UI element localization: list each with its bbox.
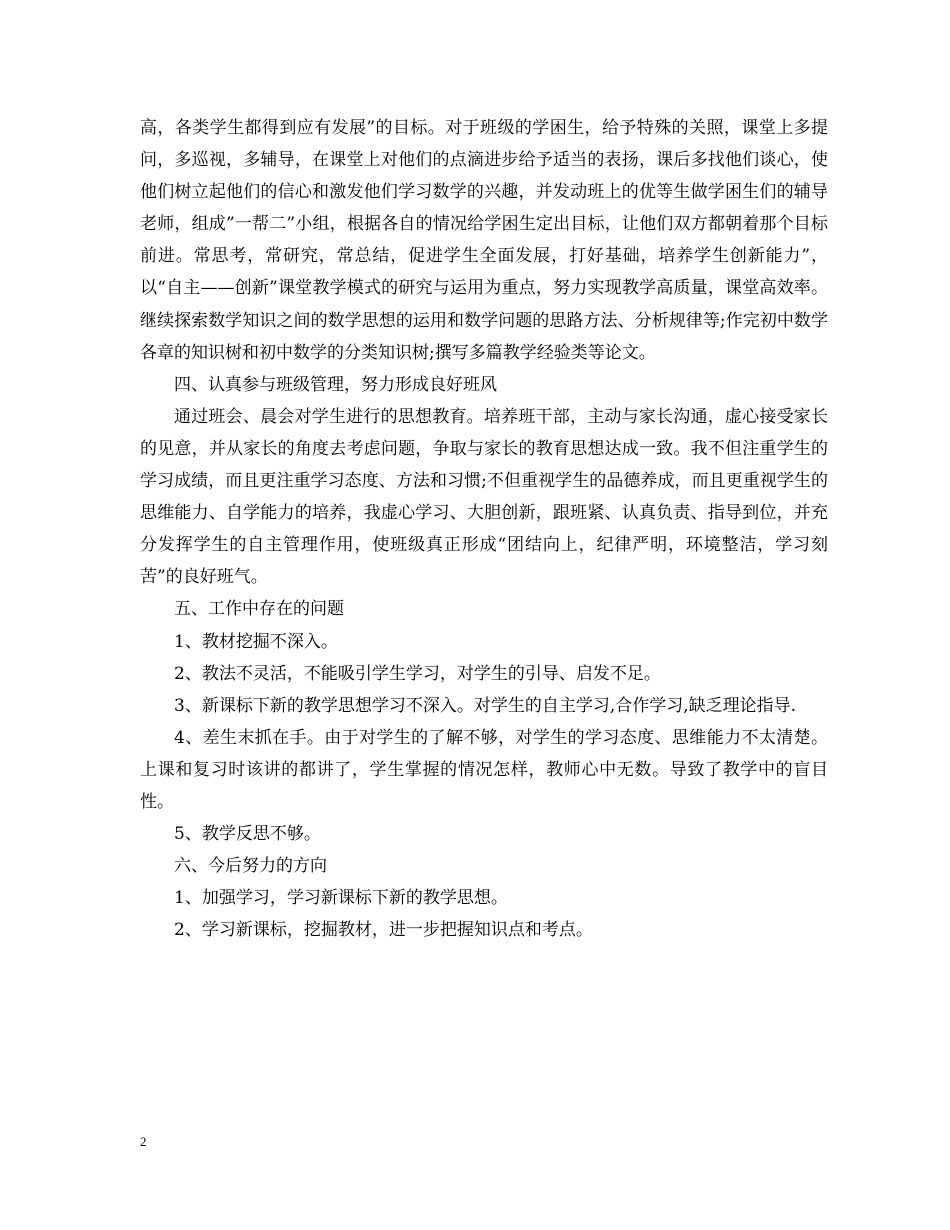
document-body — [140, 112, 828, 946]
heading-existing-problems: 五、工作中存在的问题 — [174, 599, 344, 620]
page-number: 2 — [140, 1134, 147, 1149]
problem-item-1: 1、教材挖掘不深入。 — [174, 631, 338, 652]
problem-item-5: 5、教学反思不够。 — [174, 824, 321, 845]
paragraph-continued-teaching-goals: 高，各类学生都得到应有发展”的目标。对于班级的学困生，给予特殊的关照，课堂上多提问，多巡视，多辅导，在课堂上对他们的点滴进步给予适当的表扬，课后多找他们谈心，使他们树立起他们的信心和激发他们学习数学的兴趣，并发动班上的优等生做学困生们的辅导老师，组成”一帮二”小组，根据各自的情况给学困生定出目标，让他们双方都朝着那个目标前进。常思考，常研究，常总结，促进学生全面发展，打好基础，培养学生创新能力”，以“自主——创新”课堂教学模式的研究与运用为重点，努力实现教学高质量，课堂高效率。继续探索数学知识之间的数学思想的运用和数学问题的思路方法、分析规律等;作完初中数学各章的知识树和初中数学的分类知识树;撰写多篇教学经验类等论文。 — [140, 118, 828, 363]
problem-item-2: 2、教法不灵活，不能吸引学生学习，对学生的引导、启发不足。 — [174, 663, 661, 684]
direction-item-1: 1、加强学习，学习新课标下新的教学思想。 — [174, 888, 508, 909]
heading-future-direction: 六、今后努力的方向 — [174, 856, 327, 877]
problem-item-4: 4、差生末抓在手。由于对学生的了解不够，对学生的学习态度、思维能力不太清楚。上课和复习时该讲的都讲了，学生掌握的情况怎样，教师心中无数。导致了教学中的盲目性。 — [140, 727, 828, 812]
paragraph-class-management: 通过班会、晨会对学生进行的思想教育。培养班干部，主动与家长沟通，虚心接受家长的见意，并从家长的角度去考虑问题，争取与家长的教育思想达成一致。我不但注重学生的学习成绩，而且更注重学习态度、方法和习惯;不但重视学生的品德养成，而且更重视学生的思维能力、自学能力的培养，我虚心学习、大胆创新，跟班紧、认真负责、指导到位，并充分发挥学生的自主管理作用，使班级真正形成“团结向上，纪律严明，环境整洁，学习刻苦”的良好班气。 — [140, 406, 828, 588]
heading-class-management: 四、认真参与班级管理，努力形成良好班风 — [174, 374, 497, 395]
problem-item-3: 3、新课标下新的教学思想学习不深入。对学生的自主学习,合作学习,缺乏理论指导. — [174, 695, 797, 716]
direction-item-2: 2、学习新课标，挖掘教材，进一步把握知识点和考点。 — [174, 920, 593, 941]
